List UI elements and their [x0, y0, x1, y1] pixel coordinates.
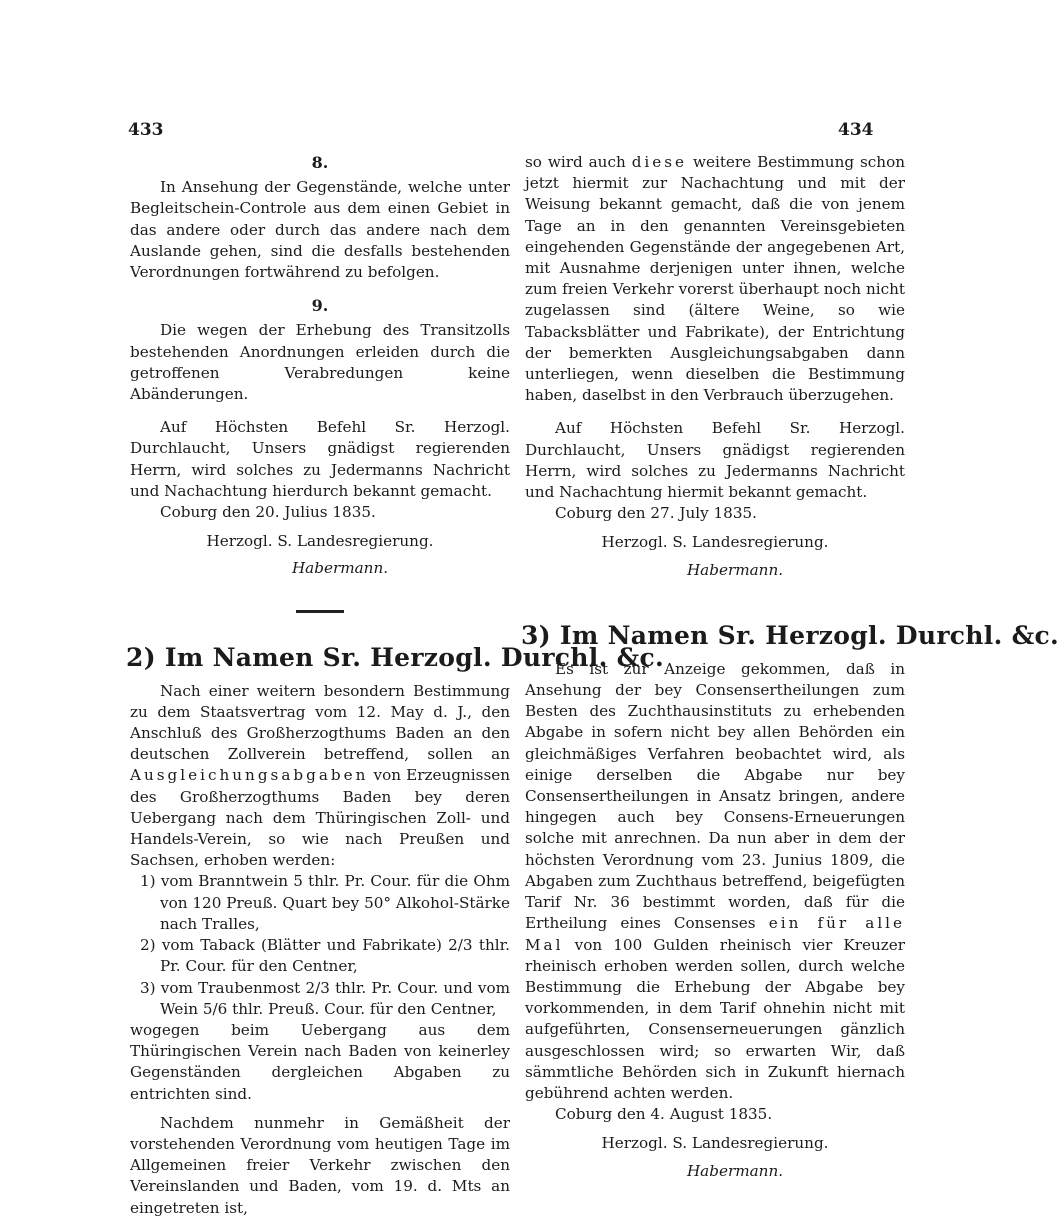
- emphasis-ausgleichungsabgaben: Ausgleichungsabgaben: [130, 766, 369, 785]
- tariff-item-2: 2) vom Taback (Blätter und Fabrikate) 2/3 thlr. Pr. Cour. für den Centner,: [140, 936, 510, 976]
- tariff-item-1: 1) vom Branntwein 5 thlr. Pr. Cour. für die Ohm von 120 Preuß. Quart bey 50° Alkohol-Stärke nach Tralles,: [140, 872, 510, 933]
- signature-right: Habermann.: [686, 560, 784, 579]
- ordinance-2-intro: Nach einer weitern besondern Bestimmung zu dem Staatsvertrag vom 12. May d. J., den Anschluß des Großherzogthums Baden an den deutschen Zollverein betreffend, sollen an Ausgleichungsabgaben von Erzeugnissen des Großherzogthums Baden bey deren Uebergang nach dem Thüringischen Zoll- und Handels-Verein, so wie nach Preußen und Sachsen, erhoben werden:: [130, 681, 511, 870]
- tariff-list: [130, 871, 510, 1019]
- page-number-right: 434: [838, 120, 874, 140]
- decree-right: Auf Höchsten Befehl Sr. Herzogl. Durchlaucht, Unsers gnädigst regierenden Herrn, wird solches zu Jedermanns Nachricht und Nachachtung hiermit bekannt gemacht.: [525, 419, 905, 502]
- authority-left: Herzogl. S. Landesregierung.: [206, 532, 434, 551]
- decree-left: Auf Höchsten Befehl Sr. Herzogl. Durchlaucht, Unsers gnädigst regierenden Herrn, wird solches zu Jedermanns Nachricht und Nachachtung hierdurch bekannt gemacht.: [130, 418, 510, 500]
- emphasis-ein-fuer-alle-mal: ein für alle Mal: [525, 914, 906, 954]
- date-right-2: Coburg den 4. August 1835.: [555, 1105, 773, 1124]
- section-8-text: In Ansehung der Gegenstände, welche unter Begleitschein-Controle aus dem einen Gebiet in das andere oder durch das andere nach dem Auslande gehen, sind die desfalls bestehenden Verordnungen fortwährend zu befolgen.: [130, 178, 510, 282]
- authority-right-2: Herzogl. S. Landesregierung.: [601, 1134, 829, 1153]
- heading-3: 3) Im Namen Sr. Herzogl. Durchl. &c.: [521, 620, 1059, 650]
- section-9-text: Die wegen der Erhebung des Transitzolls bestehenden Anordnungen erleiden durch die getroffenen Verabredungen keine Abänderungen.: [130, 321, 510, 404]
- ordinance-2-last: Nachdem nunmehr in Gemäßheit der vorstehenden Verordnung vom heutigen Tage im Allgemeinen freier Verkehr zwischen den Vereinslanden und Baden, vom 19. d. Mts an eingetreten ist,: [130, 1113, 510, 1217]
- signature-left: Habermann.: [291, 559, 389, 578]
- section-9-number: 9.: [311, 296, 329, 316]
- date-right: Coburg den 27. July 1835.: [555, 504, 757, 523]
- heading-2: 2) Im Namen Sr. Herzogl. Durchl. &c.: [126, 642, 664, 672]
- ordinance-2-continuation: so wird auch diese weitere Bestimmung schon jetzt hiermit zur Nachachtung und mit der Weisung bekannt gemacht, daß die von jenem Tage an in den genannten Vereinsgebieten eingehenden Gegenstände der angegebenen Art, mit Ausnahme derjenigen unter ihnen, welche zum freien Verkehr vorerst überhaupt noch nicht zugelassen sind (ältere Weine, so wie Tabacksblätter und Fabrikate), der Entrichtung der bemerkten Ausgleichungsabgaben dann unterliegen, wenn dieselben die Bestimmung haben, daselbst in den Verbrauch überzugehen.: [525, 153, 906, 405]
- date-left: Coburg den 20. Julius 1835.: [160, 503, 376, 522]
- tariff-item-3: 3) vom Traubenmost 2/3 thlr. Pr. Cour. und vom Wein 5/6 thlr. Preuß. Cour. für den Centner,: [140, 978, 510, 1018]
- authority-right: Herzogl. S. Landesregierung.: [601, 533, 829, 552]
- page-number-left: 433: [128, 120, 164, 140]
- signature-right-2: Habermann.: [686, 1161, 784, 1180]
- section-divider: [296, 610, 344, 613]
- ordinance-3-text: Es ist zur Anzeige gekommen, daß in Ansehung der bey Consensertheilungen zum Besten des Zuchthausinstituts zu erhebenden Abgabe in sofern nicht bey allen Behörden ein gleichmäßiges Verfahren beobachtet wird, als einige derselben die Abgabe nur bey Consensertheilungen in Ansatz bringen, andere hingegen auch bey Consens-Erneuerungen solche mit anrechnen. Da nun aber in dem der höchsten Verordnung vom 23. Junius 1809, die Abgaben zum Zuchthaus betreffend, beigefügten Tarif Nr. 36 bestimmt worden, daß für die Ertheilung eines Consenses ein für alle Mal von 100 Gulden rheinisch vier Kreuzer rheinisch erhoben werden sollen, durch welche Bestimmung die Erhebung der Abgabe bey vorkommenden, in dem Tarif ohnehin nicht mit aufgeführten, Consenserneuerungen gänzlich ausgeschlossen wird; so erwarten Wir, daß sämmtliche Behörden sich in Zukunft hiernach gebührend achten werden.: [525, 659, 906, 1102]
- right-column: [521, 152, 1059, 1182]
- section-8-number: 8.: [311, 153, 329, 172]
- emphasis-diese: diese: [631, 153, 688, 171]
- ordinance-2-after: wogegen beim Uebergang aus dem Thüringischen Verein nach Baden von keinerley Gegenständen dergleichen Abgaben zu entrichten sind.: [130, 1020, 510, 1103]
